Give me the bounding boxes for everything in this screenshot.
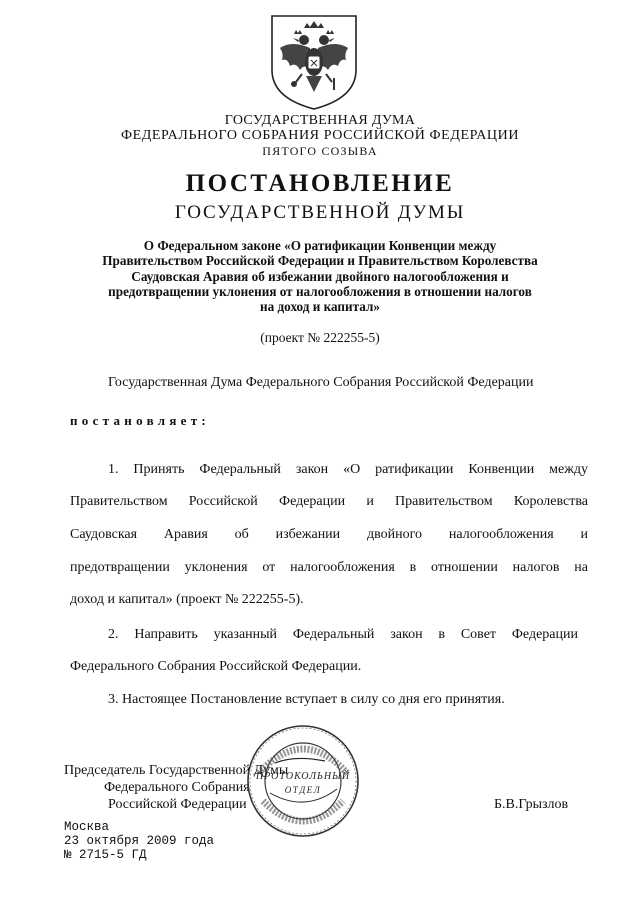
item1-line-last: доход и капитал» (проект № 222255-5).	[70, 592, 304, 607]
item1-line: Правительством Российской Федерации и Правительством Королевства	[70, 494, 588, 509]
item1-line: Саудовская Аравия об избежании двойного налогообложения и	[70, 527, 588, 542]
convocation-label: ПЯТОГО СОЗЫВА	[262, 144, 378, 158]
subject-line: предотвращении уклонения от налогообложения в отношении налогов	[108, 283, 532, 299]
project-number: (проект № 222255-5)	[260, 330, 380, 345]
coat-of-arms-icon	[266, 12, 362, 112]
footer-city: Москва	[64, 820, 110, 834]
item1-line: предотвращении уклонения от налогообложения в отношении налогов на	[70, 560, 588, 575]
org-name-line2: ФЕДЕРАЛЬНОГО СОБРАНИЯ РОССИЙСКОЙ ФЕДЕРАЦИИ	[120, 128, 520, 143]
subject-line: Саудовская Аравия об избежании двойного налогообложения и	[131, 268, 509, 284]
stamp-text-line2: ОТДЕЛ	[284, 785, 322, 795]
signatory-title-line3: Российской Федерации	[108, 797, 247, 812]
preamble-text: Государственная Дума Федерального Собрания Российской Федерации	[108, 375, 534, 390]
subject-line: О Федеральном законе «О ратификации Конвенции между	[143, 238, 497, 253]
subject-line: на доход и капитал»	[260, 299, 380, 315]
footer-number: № 2715-5 ГД	[64, 848, 147, 862]
item2-line-last: Федерального Собрания Российской Федерации.	[70, 659, 362, 674]
signatory-title-line1: Председатель Государственной Думы	[64, 763, 289, 778]
subject-line: Правительством Российской Федерации и Правительством Королевства	[102, 253, 538, 269]
item1-line: 1. Принять Федеральный закон «О ратификации Конвенции между	[108, 462, 588, 477]
issuer-title: ГОСУДАРСТВЕННОЙ ДУМЫ	[174, 202, 466, 223]
footer-date: 23 октября 2009 года	[64, 834, 215, 848]
resolves-label: постановляет:	[70, 413, 211, 428]
item2-line: 2. Направить указанный Федеральный закон в Совет Федерации	[108, 627, 578, 642]
item3-text: 3. Настоящее Постановление вступает в силу со дня его принятия.	[108, 692, 505, 707]
stamp-text-line1: ПРОТОКОЛЬНЫЙ	[255, 771, 351, 782]
org-name-line1: ГОСУДАРСТВЕННАЯ ДУМА	[224, 113, 416, 128]
signatory-name: Б.В.Грызлов	[494, 797, 569, 812]
official-stamp-icon	[245, 723, 361, 839]
document-subject	[70, 238, 570, 314]
signatory-title-line2: Федерального Собрания	[104, 780, 250, 795]
document-type-title: ПОСТАНОВЛЕНИЕ	[185, 170, 455, 197]
